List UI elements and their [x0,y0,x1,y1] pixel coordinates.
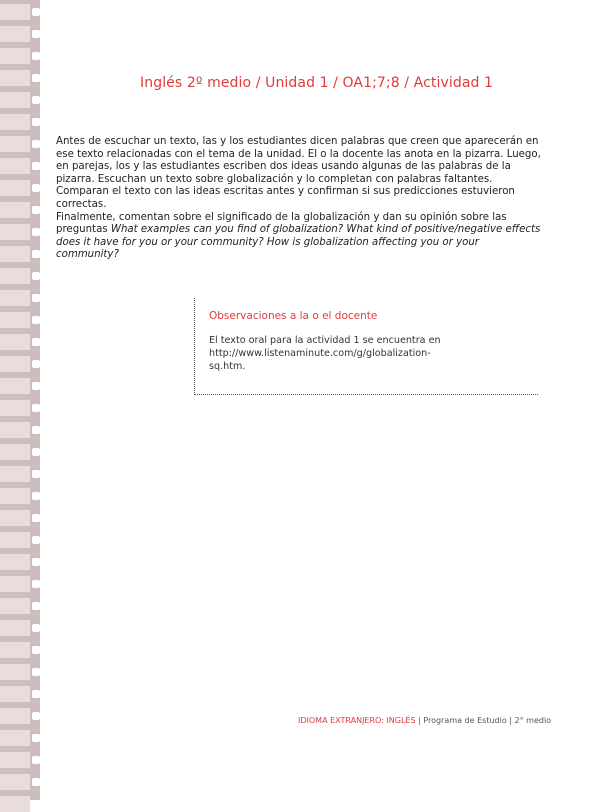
page-title: Inglés 2º medio / Unidad 1 / OA1;7;8 / Actividad 1 [140,75,494,91]
strip-notch [32,756,40,764]
strip-block [0,686,30,702]
strip-block [0,202,30,218]
strip-notch [32,96,40,104]
page-footer [298,716,552,725]
footer-grade: 2° medio [514,716,552,725]
strip-notch [32,228,40,236]
strip-notch [32,646,40,654]
strip-block [0,180,30,196]
strip-notch [32,404,40,412]
strip-block [0,466,30,482]
strip-notch [32,52,40,60]
strip-block [0,554,30,570]
strip-block [0,752,30,768]
observations-link[interactable]: http://www.listenaminute.com/g/globalization- [209,348,431,359]
observations-line-3: sq.htm. [209,361,246,372]
strip-block [0,224,30,240]
strip-block [0,114,30,130]
strip-notch [32,668,40,676]
activity-description [56,136,544,262]
strip-block [0,26,30,42]
activity-paragraph-1: Antes de escuchar un texto, las y los estudiantes dicen palabras que creen que aparecerán en ese texto relacionadas con el tema de la unidad. El o la docente las anota en la pizarra. Luego, en parejas, los y las estudiantes escriben dos ideas usando algunas de las palabras de la pizarra. Escuchan un texto sobre globalización y lo completan con palabras faltantes. Comparan el texto con las ideas escritas antes y confirman si sus predicciones estuvieron correctas. [56,136,541,210]
strip-block [0,576,30,592]
observations-title: Observaciones a la o el docente [209,310,378,322]
strip-block [0,510,30,526]
strip-block [0,70,30,86]
strip-block [0,664,30,680]
strip-block [0,4,30,20]
strip-notch [32,8,40,16]
strip-block [0,444,30,460]
strip-notch [32,30,40,38]
strip-notch [32,734,40,742]
strip-notch [32,690,40,698]
strip-notch [32,448,40,456]
strip-notch [32,580,40,588]
strip-block [0,598,30,614]
strip-notch [32,800,40,808]
strip-notch [32,74,40,82]
strip-block [0,422,30,438]
strip-block [0,730,30,746]
strip-notch [32,426,40,434]
footer-separator: | [415,716,424,725]
activity-paragraph-2 [56,212,544,262]
strip-notch [32,294,40,302]
strip-notch [32,162,40,170]
footer-separator: | [506,716,515,725]
decorative-side-strip [0,0,40,800]
strip-notch [32,272,40,280]
strip-block [0,642,30,658]
footer-subject: IDIOMA EXTRANJERO: INGLÉS [298,716,416,725]
strip-block [0,136,30,152]
strip-notch [32,338,40,346]
strip-notch [32,470,40,478]
strip-block [0,246,30,262]
strip-notch [32,360,40,368]
strip-notch [32,206,40,214]
activity-questions: What examples can you find of globalization? What kind of positive/negative effects does it have for you or your community? How is globalization affecting you or your community? [56,224,541,261]
strip-block [0,708,30,724]
observations-line-1: El texto oral para la actividad 1 se encuentra en [209,335,441,346]
strip-block [0,312,30,328]
strip-notch [32,514,40,522]
strip-block [0,620,30,636]
strip-notch [32,536,40,544]
strip-block [0,532,30,548]
activity-paragraph-2-lead: Finalmente, comentan sobre el significado de la globalización y dan su opinión sobre las preguntas [56,211,507,236]
strip-block [0,268,30,284]
strip-notch [32,492,40,500]
strip-block [0,334,30,350]
strip-notch [32,558,40,566]
strip-notch [32,778,40,786]
strip-notch [32,140,40,148]
strip-notch [32,712,40,720]
strip-block [0,488,30,504]
strip-notch [32,250,40,258]
strip-notch [32,184,40,192]
strip-block [0,796,30,812]
strip-block [0,92,30,108]
strip-notch [32,118,40,126]
strip-block [0,400,30,416]
strip-block [0,774,30,790]
strip-block [0,290,30,306]
strip-notch [32,602,40,610]
teacher-observations-box [194,298,538,395]
strip-block [0,356,30,372]
footer-program: Programa de Estudio [423,716,507,725]
strip-block [0,378,30,394]
strip-block [0,48,30,64]
strip-notch [32,382,40,390]
observations-text [209,334,519,373]
strip-notch [32,624,40,632]
strip-block [0,158,30,174]
strip-notch [32,316,40,324]
